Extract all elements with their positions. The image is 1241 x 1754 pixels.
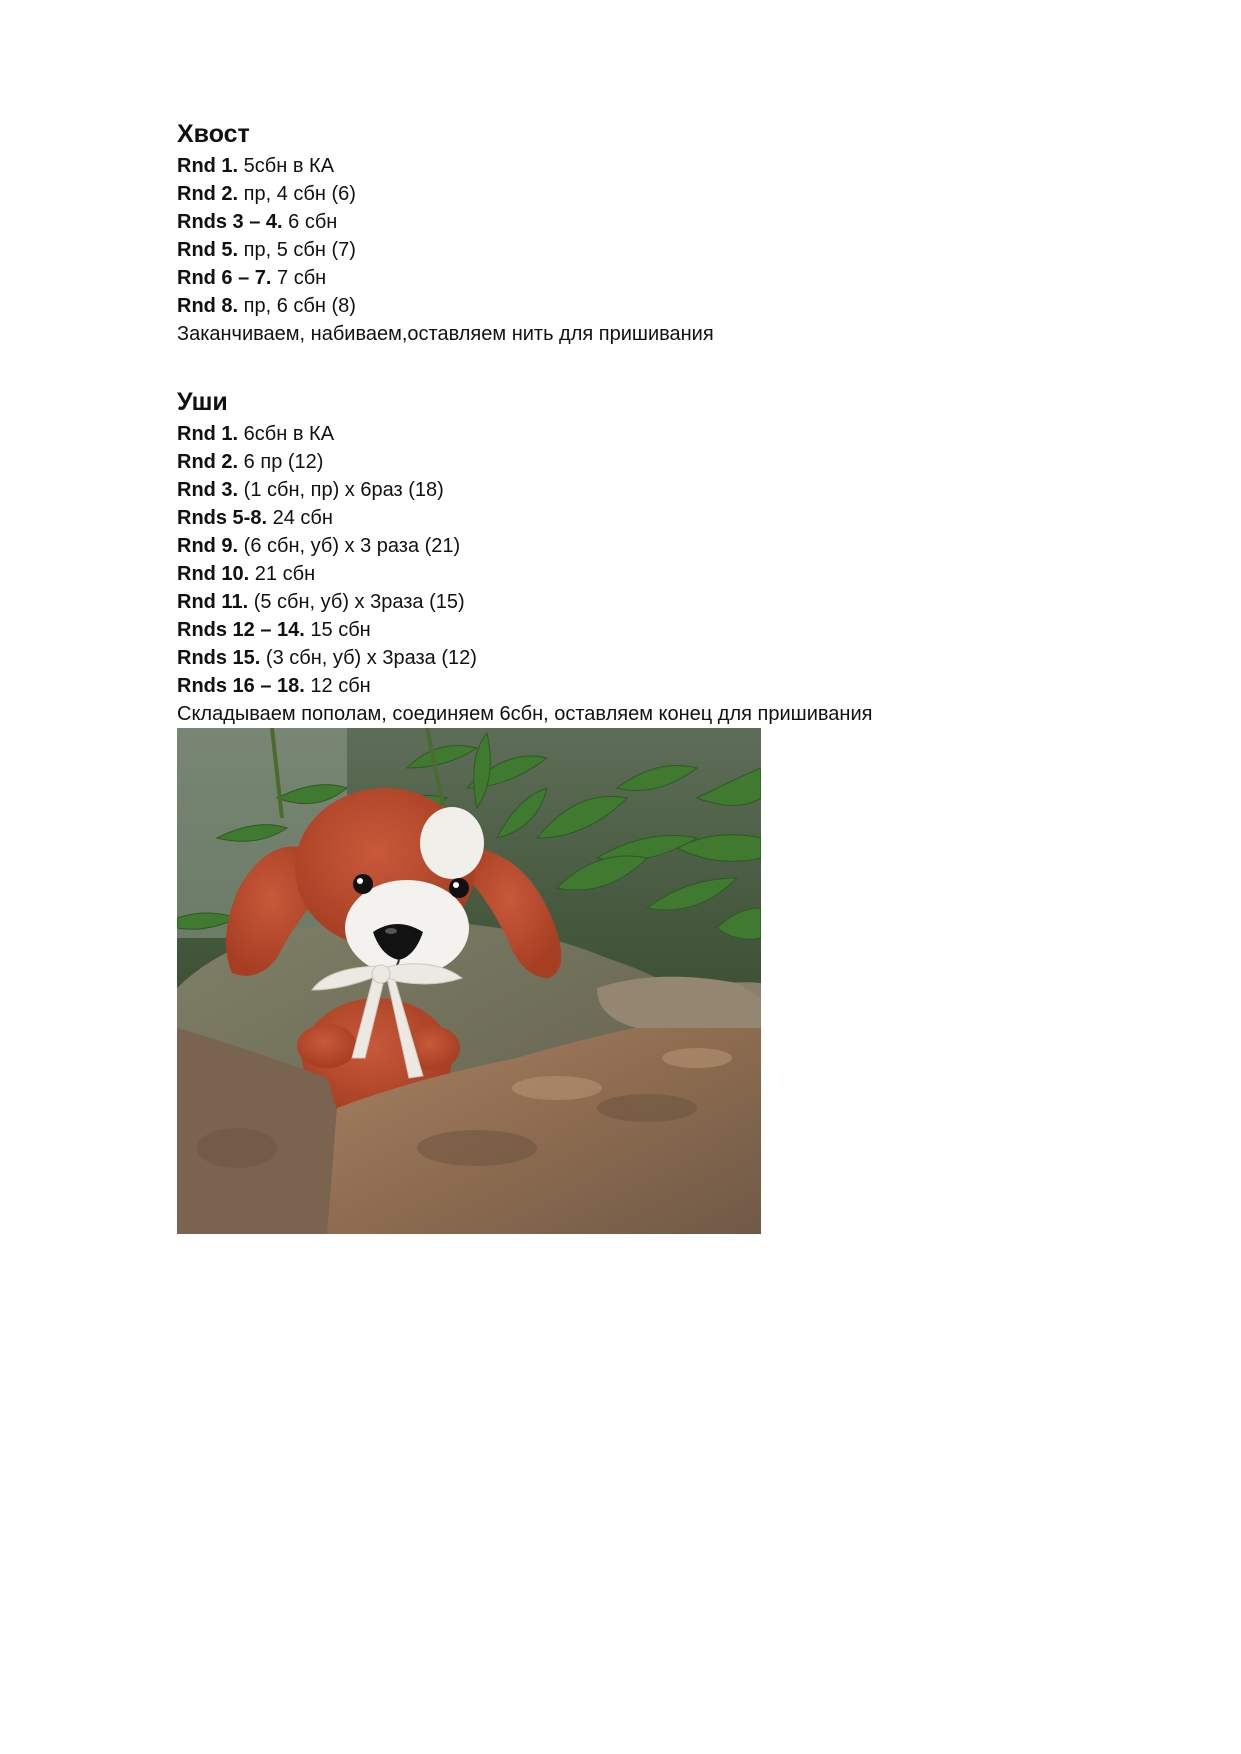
spacer <box>177 376 1137 386</box>
row-text: (3 сбн, уб) х 3раза (12) <box>260 647 477 669</box>
row-text: 7 сбн <box>271 267 327 289</box>
document-content <box>177 118 1137 1234</box>
pattern-row <box>177 672 1137 700</box>
row-text: 6сбн в КА <box>238 423 335 445</box>
row-label: Rnd 11. <box>177 591 249 613</box>
row-text: 6 сбн <box>282 211 338 233</box>
row-label: Rnds 3 – 4. <box>177 211 283 233</box>
row-text: (1 сбн, пр) х 6раз (18) <box>238 479 444 501</box>
pattern-row <box>177 448 1137 476</box>
pattern-row <box>177 236 1137 264</box>
section-title-ears: Уши <box>177 388 228 416</box>
section-ears <box>177 386 1137 728</box>
section-tail <box>177 118 1137 348</box>
row-label: Rnds 5-8. <box>177 507 268 529</box>
section-note-tail: Заканчиваем, набиваем,оставляем нить для пришивания <box>177 323 714 345</box>
pattern-row <box>177 420 1137 448</box>
row-text: 12 сбн <box>304 675 371 697</box>
row-text: пр, 5 сбн (7) <box>238 239 356 261</box>
crocheted-dog-photo <box>177 728 761 1234</box>
row-label: Rnd 9. <box>177 535 239 557</box>
row-text: пр, 4 сбн (6) <box>238 183 356 205</box>
pattern-row <box>177 644 1137 672</box>
row-text: (5 сбн, уб) х 3раза (15) <box>248 591 465 613</box>
row-label: Rnds 16 – 18. <box>177 675 305 697</box>
row-text: 15 сбн <box>304 619 371 641</box>
section-gap <box>177 348 1137 376</box>
section-note-ears: Складываем пополам, соединяем 6сбн, оставляем конец для пришивания <box>177 703 873 725</box>
row-label: Rnd 2. <box>177 183 239 205</box>
row-label: Rnd 6 – 7. <box>177 267 272 289</box>
section-title-tail: Хвост <box>177 120 250 148</box>
row-label: Rnd 1. <box>177 155 239 177</box>
row-label: Rnd 3. <box>177 479 239 501</box>
pattern-row <box>177 588 1137 616</box>
row-label: Rnd 10. <box>177 563 250 585</box>
row-label: Rnd 1. <box>177 423 239 445</box>
pattern-row <box>177 476 1137 504</box>
pattern-row <box>177 208 1137 236</box>
pattern-row <box>177 152 1137 180</box>
row-text: 24 сбн <box>267 507 333 529</box>
pattern-row <box>177 560 1137 588</box>
row-label: Rnds 12 – 14. <box>177 619 305 641</box>
row-text: 5сбн в КА <box>238 155 335 177</box>
pattern-row <box>177 264 1137 292</box>
row-label: Rnd 5. <box>177 239 239 261</box>
row-text: пр, 6 сбн (8) <box>238 295 356 317</box>
row-label: Rnd 8. <box>177 295 239 317</box>
row-text: (6 сбн, уб) х 3 раза (21) <box>238 535 461 557</box>
row-label: Rnds 15. <box>177 647 261 669</box>
pattern-row <box>177 504 1137 532</box>
row-label: Rnd 2. <box>177 451 239 473</box>
row-text: 21 сбн <box>249 563 316 585</box>
pattern-row <box>177 616 1137 644</box>
row-text: 6 пр (12) <box>238 451 324 473</box>
pattern-row <box>177 292 1137 320</box>
pattern-row <box>177 532 1137 560</box>
pattern-row <box>177 180 1137 208</box>
